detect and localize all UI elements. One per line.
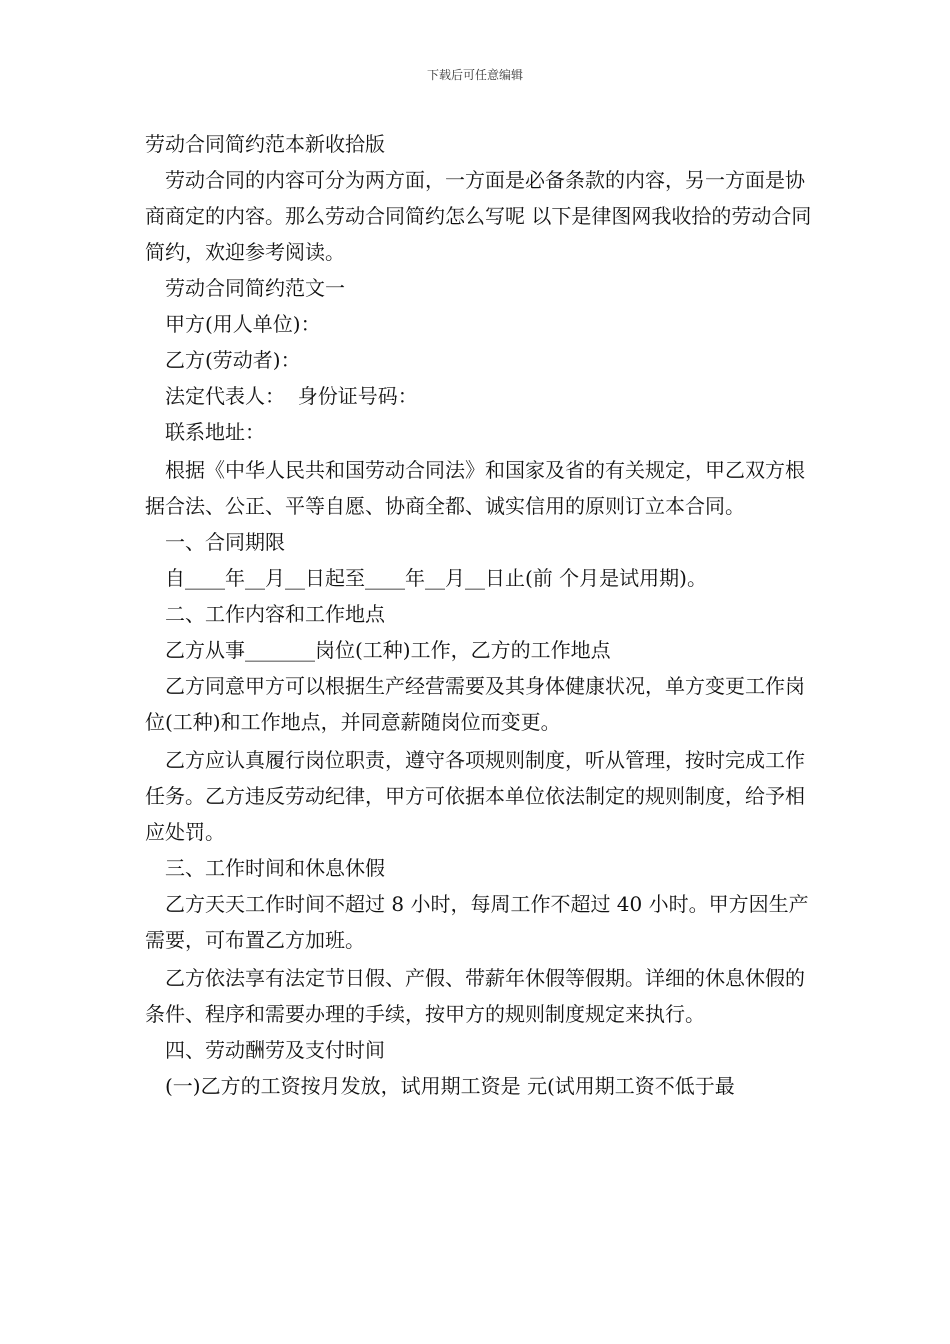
paragraph-salary: (一)乙方的工资按月发放，试用期工资是 元(试用期工资不低于最 [165, 1074, 735, 1098]
section-heading-work: 二、工作内容和工作地点 [165, 602, 385, 626]
paragraph-intro: 劳动合同的内容可分为两方面，一方面是必备条款的内容，另一方面是协商商定的内容。那么劳动合同简约怎么写呢 以下是律图网我收拾的劳动合同简约，欢迎参考阅读。 [145, 168, 812, 264]
paragraph-party-a: 甲方(用人单位)： [165, 312, 321, 336]
paragraph-party-b: 乙方(劳动者)： [165, 348, 301, 372]
paragraph-leave: 乙方依法享有法定节日假、产假、带薪年休假等假期。详细的休息休假的条件、程序和需要办理的手续，按甲方的规则制度规定来执行。 [145, 966, 805, 1026]
section-heading-hours: 三、工作时间和休息休假 [165, 856, 385, 880]
paragraph-representative: 法定代表人： 身份证号码： [165, 384, 418, 408]
document-title: 劳动合同简约范本新收拾版 [145, 132, 385, 156]
document-body [145, 126, 813, 1104]
page-header: 下载后可任意编辑 [426, 68, 523, 82]
paragraph-position: 乙方从事_______岗位(工种)工作，乙方的工作地点 [165, 638, 611, 662]
paragraph-sample-heading: 劳动合同简约范文一 [165, 276, 345, 300]
paragraph-change-position: 乙方同意甲方可以根据生产经营需要及其身体健康状况，单方变更工作岗位(工种)和工作地点，并同意薪随岗位而变更。 [145, 674, 805, 734]
paragraph-duties: 乙方应认真履行岗位职责，遵守各项规则制度，听从管理，按时完成工作任务。乙方违反劳动纪律，甲方可依据本单位依法制定的规则制度，给予相应处罚。 [145, 748, 805, 844]
paragraph-address: 联系地址： [165, 420, 265, 444]
section-heading-term: 一、合同期限 [165, 530, 285, 554]
paragraph-term: 自____年__月__日起至____年__月__日止(前 个月是试用期)。 [165, 566, 707, 590]
paragraph-legal-basis: 根据《中华人民共和国劳动合同法》和国家及省的有关规定，甲乙双方根据合法、公正、平等自愿、协商全都、诚实信用的原则订立本合同。 [145, 458, 805, 518]
section-heading-pay: 四、劳动酬劳及支付时间 [165, 1038, 385, 1062]
paragraph-hours: 乙方天天工作时间不超过 8 小时，每周工作不超过 40 小时。甲方因生产需要，可布置乙方加班。 [145, 892, 809, 952]
